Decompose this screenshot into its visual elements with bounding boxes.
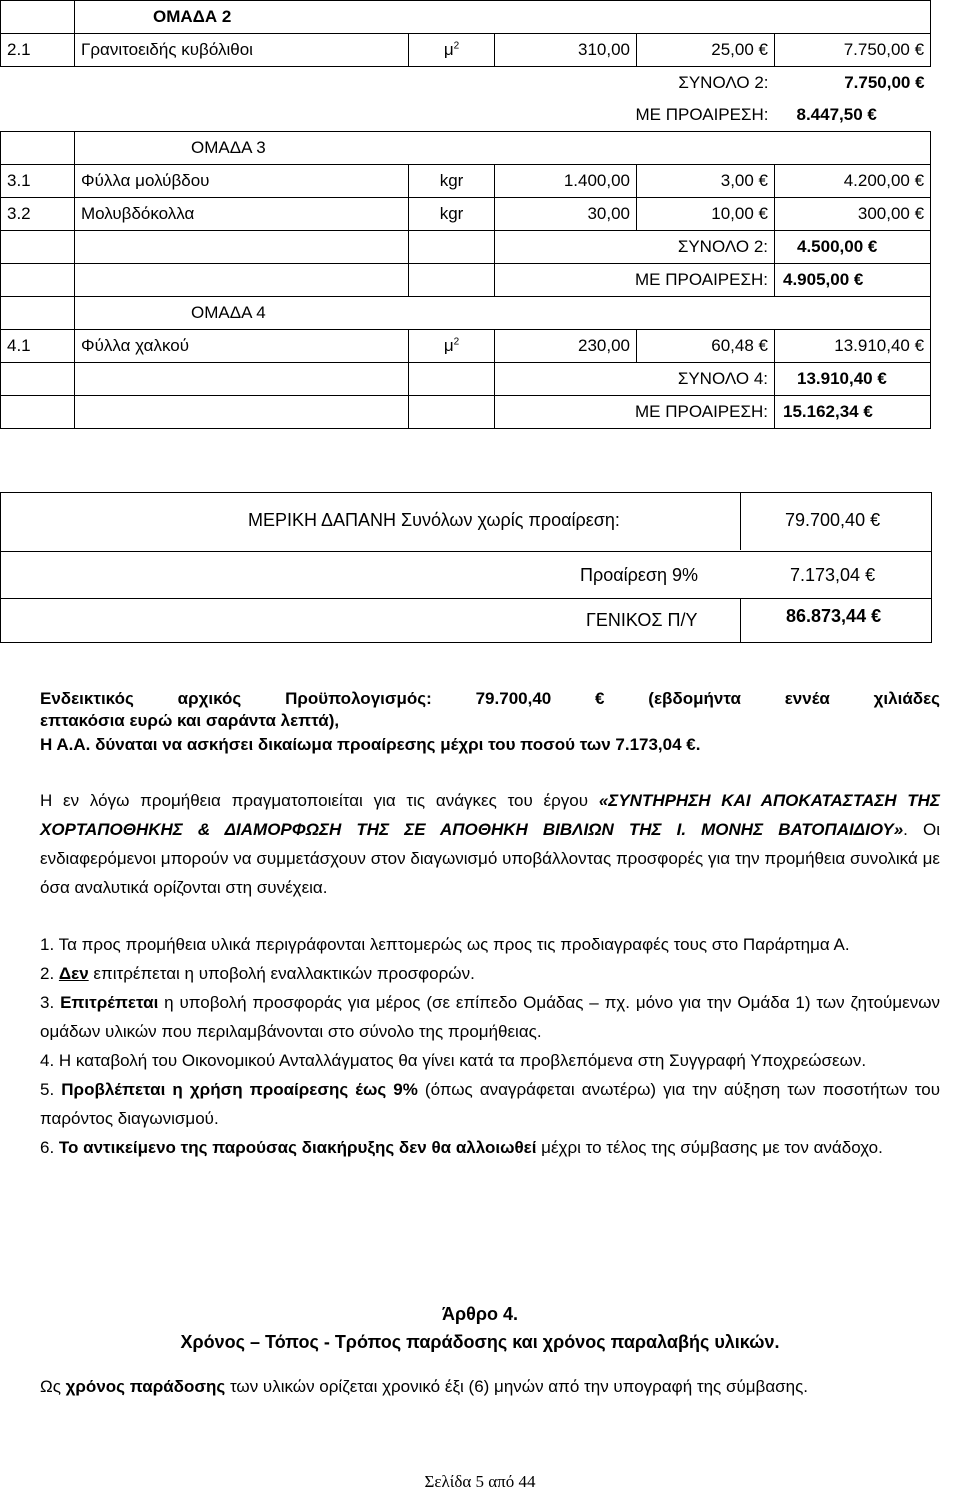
- item-quantity: 1.400,00: [495, 165, 637, 198]
- sum-row: [1, 363, 931, 396]
- option-label: ΜΕ ΠΡΟΑΙΡΕΣΗ:: [495, 264, 775, 297]
- list-item: 4. Η καταβολή του Οικονομικού Ανταλλάγματος θα γίνει κατά τα προβλεπόμενα στη Συγγραφή Υποχρεώσεων.: [40, 1051, 867, 1070]
- grand-total-value: 86.873,44 €: [786, 606, 882, 626]
- item-total: 4.200,00 €: [775, 165, 931, 198]
- terms-list: [40, 930, 940, 1162]
- table-row: [1, 330, 931, 363]
- item-unit: $\mu^2$: [409, 34, 495, 67]
- partial-cost-value: 79.700,40 €: [785, 510, 881, 530]
- sum-row: [1, 231, 931, 264]
- item-description: Γρανιτοειδής κυβόλιθοι: [75, 34, 409, 67]
- option-value: 8.447,50 €: [796, 105, 877, 124]
- item-description: Φύλλα μολύβδου: [75, 165, 409, 198]
- budget-statement-line-1: Ενδεικτικός αρχικός Προϋπολογισμός: 79.700,40 € (εβδομήντα εννέα χιλιάδες: [40, 689, 940, 708]
- group-title-row: [1, 132, 931, 165]
- item-total: 300,00 €: [775, 198, 931, 231]
- article-title: Χρόνος – Τόπος - Τρόπος παράδοσης και χρόνος παραλαβής υλικών.: [180, 1332, 780, 1352]
- option-value: 4.905,00 €: [775, 264, 931, 297]
- table-row: [1, 165, 931, 198]
- page-footer: Σελίδα 5 από 44: [424, 1472, 536, 1491]
- item-price: 10,00 €: [637, 198, 775, 231]
- table-row: [1, 34, 931, 67]
- project-paragraph: Η εν λόγω προμήθεια πραγματοποιείται για τις ανάγκες του έργου «ΣΥΝΤΗΡΗΣΗ ΚΑΙ ΑΠΟΚΑΤΑΣΤΑΣΗ ΤΗΣ ΧΟΡΤΑΠΟΘΗΚΗΣ & ΔΙΑΜΟΡΦΩΣΗ ΤΗΣ ΣΕ ΑΠΟΘΗΚΗ ΒΙΒΛΙΩΝ ΤΗΣ Ι. ΜΟΝΗΣ ΒΑΤΟΠΑΙΔΙΟΥ». Οι ενδιαφερόμενοι μπορούν να συμμετάσχουν στον διαγωνισμό υποβάλλοντας προσφορές για την προμήθεια συνολικά με όσα αναλυτικά ορίζονται στη συνέχεια.: [40, 791, 940, 897]
- option-label: ΜΕ ΠΡΟΑΙΡΕΣΗ:: [495, 396, 775, 429]
- item-unit: kgr: [409, 165, 495, 198]
- article-paragraph: Ως χρόνος παράδοσης των υλικών ορίζεται χρονικό έξι (6) μηνών από την υπογραφή της σύμβασης.: [40, 1377, 809, 1396]
- budget-statement-line-3: Η Α.Α. δύναται να ασκήσει δικαίωμα προαίρεσης μέχρι του ποσού των 7.173,04 €.: [40, 735, 701, 754]
- item-total: 13.910,40 €: [775, 330, 931, 363]
- item-description: Φύλλα χαλκού: [75, 330, 409, 363]
- option-percent-label: Προαίρεση 9%: [580, 565, 699, 585]
- list-item: 6. Το αντικείμενο της παρούσας διακήρυξης δεν θα αλλοιωθεί μέχρι το τέλος της σύμβασης με τον ανάδοχο.: [40, 1138, 883, 1157]
- sum-label: ΣΥΝΟΛΟ 2:: [678, 73, 769, 92]
- budget-statement-line-2: επτακόσια ευρώ και σαράντα λεπτά),: [40, 711, 340, 730]
- grand-total-label: ΓΕΝΙΚΟΣ Π/Υ: [586, 610, 698, 630]
- sum-row: [1, 67, 931, 100]
- sum-value: 4.500,00 €: [775, 231, 931, 264]
- list-item: 3. Επιτρέπεται η υποβολή προσφοράς για μέρος (σε επίπεδο Ομάδας – πχ. μόνο για την Ομάδα 1) των ζητούμενων ομάδων υλικών που περιλαμβάνονται στο σύνολο της προμήθειας.: [40, 993, 940, 1041]
- option-label: ΜΕ ΠΡΟΑΙΡΕΣΗ:: [635, 105, 769, 124]
- group-title: ΟΜΑΔΑ 2: [75, 1, 931, 34]
- group-title: ΟΜΑΔΑ 3: [75, 132, 931, 165]
- budget-summary: [0, 492, 932, 644]
- budget-table: [0, 0, 931, 429]
- option-percent-value: 7.173,04 €: [790, 565, 876, 585]
- item-price: 25,00 €: [637, 34, 775, 67]
- option-row: [1, 396, 931, 429]
- item-price: 3,00 €: [637, 165, 775, 198]
- group-title-row: [1, 1, 931, 34]
- group-title-row: [1, 297, 931, 330]
- sum-value: 7.750,00 €: [844, 73, 925, 92]
- option-row: [1, 99, 931, 132]
- option-value: 15.162,34 €: [775, 396, 931, 429]
- list-item: 5. Προβλέπεται η χρήση προαίρεσης έως 9% (όπως αναγράφεται ανωτέρω) για την αύξηση των ποσοτήτων του παρόντος διαγωνισμού.: [40, 1080, 940, 1128]
- item-quantity: 230,00: [495, 330, 637, 363]
- item-unit: kgr: [409, 198, 495, 231]
- item-code: 3.2: [1, 198, 75, 231]
- item-quantity: 30,00: [495, 198, 637, 231]
- item-quantity: 310,00: [495, 34, 637, 67]
- article-number: Άρθρο 4.: [441, 1304, 518, 1324]
- sum-value: 13.910,40 €: [775, 363, 931, 396]
- partial-cost-label: ΜΕΡΙΚΗ ΔΑΠΑΝΗ Συνόλων χωρίς προαίρεση:: [248, 510, 620, 530]
- item-code: 3.1: [1, 165, 75, 198]
- list-item: 2. Δεν επιτρέπεται η υποβολή εναλλακτικών προσφορών.: [40, 964, 475, 983]
- item-price: 60,48 €: [637, 330, 775, 363]
- item-total: 7.750,00 €: [775, 34, 931, 67]
- table-row: [1, 198, 931, 231]
- sum-label: ΣΥΝΟΛΟ 2:: [495, 231, 775, 264]
- group-title: ΟΜΑΔΑ 4: [75, 297, 931, 330]
- item-code: 2.1: [1, 34, 75, 67]
- item-description: Μολυβδόκολλα: [75, 198, 409, 231]
- list-item: 1. Τα προς προμήθεια υλικά περιγράφονται λεπτομερώς ως προς τις προδιαγραφές τους στο Παράρτημα Α.: [40, 935, 850, 954]
- item-unit: $\mu^2$: [409, 330, 495, 363]
- sum-label: ΣΥΝΟΛΟ 4:: [495, 363, 775, 396]
- item-code: 4.1: [1, 330, 75, 363]
- option-row: [1, 264, 931, 297]
